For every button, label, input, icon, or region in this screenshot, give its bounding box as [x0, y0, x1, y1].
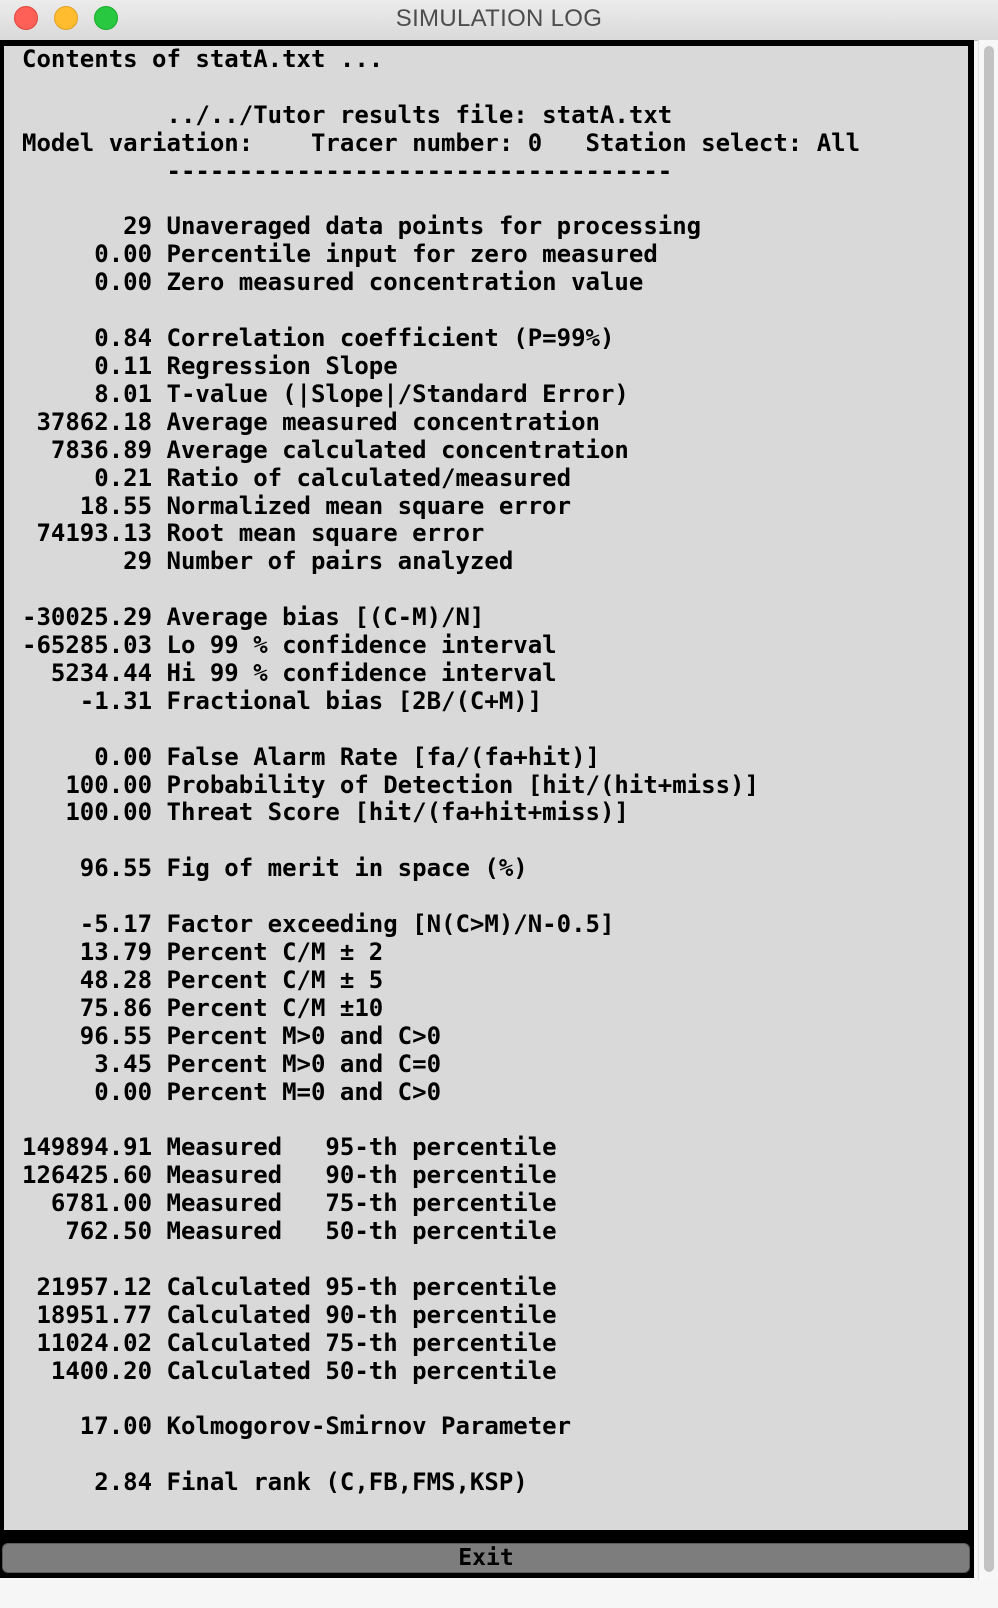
log-line: 3.45 Percent M>0 and C=0 [22, 1049, 442, 1078]
log-line: 2.84 Final rank (C,FB,FMS,KSP) [22, 1468, 528, 1497]
log-line: -30025.29 Average bias [(C-M)/N] [22, 603, 485, 632]
log-line: 0.00 Percentile input for zero measured [22, 240, 658, 269]
log-line: 96.55 Fig of merit in space (%) [22, 854, 528, 883]
log-line: 0.00 Percent M=0 and C>0 [22, 1077, 442, 1106]
log-content [4, 46, 968, 1497]
log-line: 11024.02 Calculated 75-th percentile [22, 1328, 557, 1357]
log-text-area[interactable] [4, 46, 968, 1530]
log-line: 74193.13 Root mean square error [22, 519, 485, 548]
log-line: -1.31 Fractional bias [2B/(C+M)] [22, 686, 543, 715]
exit-bar [0, 1540, 974, 1578]
vertical-scrollbar[interactable] [978, 40, 998, 1580]
log-line: 126425.60 Measured 90-th percentile [22, 1161, 557, 1190]
log-line: 13.79 Percent C/M ± 2 [22, 938, 384, 966]
log-line: 18951.77 Calculated 90-th percentile [22, 1300, 557, 1329]
log-line: 29 Unaveraged data points for processing [22, 212, 702, 241]
log-line: 96.55 Percent M>0 and C>0 [22, 1021, 442, 1050]
log-line: 0.00 False Alarm Rate [fa/(fa+hit)] [22, 742, 600, 771]
log-line: ../../Tutor results file: statA.txt [22, 100, 673, 129]
window-title: SIMULATION LOG [395, 5, 603, 32]
log-line: -5.17 Factor exceeding [N(C>M)/N-0.5] [22, 910, 615, 939]
scrollbar-thumb[interactable] [984, 46, 994, 1572]
log-line: 8.01 T-value (|Slope|/Standard Error) [22, 379, 629, 408]
log-line: 21957.12 Calculated 95-th percentile [22, 1272, 557, 1301]
log-line: 5234.44 Hi 99 % confidence interval [22, 658, 557, 687]
log-line: 75.86 Percent C/M ±10 [22, 993, 384, 1022]
log-line: 37862.18 Average measured concentration [22, 407, 600, 436]
log-line: 0.21 Ratio of calculated/measured [22, 463, 572, 492]
exit-button[interactable]: Exit [2, 1543, 970, 1573]
log-line: 18.55 Normalized mean square error [22, 491, 572, 520]
log-line: -65285.03 Lo 99 % confidence interval [22, 631, 557, 660]
log-frame [0, 40, 974, 1540]
log-line: 0.00 Zero measured concentration value [22, 268, 644, 297]
log-line: Model variation: Tracer number: 0 Station select: All [22, 128, 861, 157]
log-line: Contents of statA.txt ... [22, 46, 384, 73]
log-line: 149894.91 Measured 95-th percentile [22, 1133, 557, 1162]
log-line: 1400.20 Calculated 50-th percentile [22, 1356, 557, 1385]
log-line: 762.50 Measured 50-th percentile [22, 1217, 557, 1246]
log-line: 6781.00 Measured 75-th percentile [22, 1189, 557, 1218]
log-line: 48.28 Percent C/M ± 5 [22, 965, 384, 994]
log-line: 17.00 Kolmogorov-Smirnov Parameter [22, 1412, 572, 1441]
log-line: 0.84 Correlation coefficient (P=99%) [22, 324, 615, 353]
log-line: 0.11 Regression Slope [22, 351, 398, 380]
title-bar [0, 0, 998, 41]
log-line: 29 Number of pairs analyzed [22, 547, 514, 576]
log-line: 100.00 Threat Score [hit/(fa+hit+miss)] [22, 798, 629, 827]
log-line: 100.00 Probability of Detection [hit/(hit+miss)] [22, 770, 759, 799]
log-line: ----------------------------------- [22, 156, 673, 185]
log-line: 7836.89 Average calculated concentration [22, 435, 629, 464]
